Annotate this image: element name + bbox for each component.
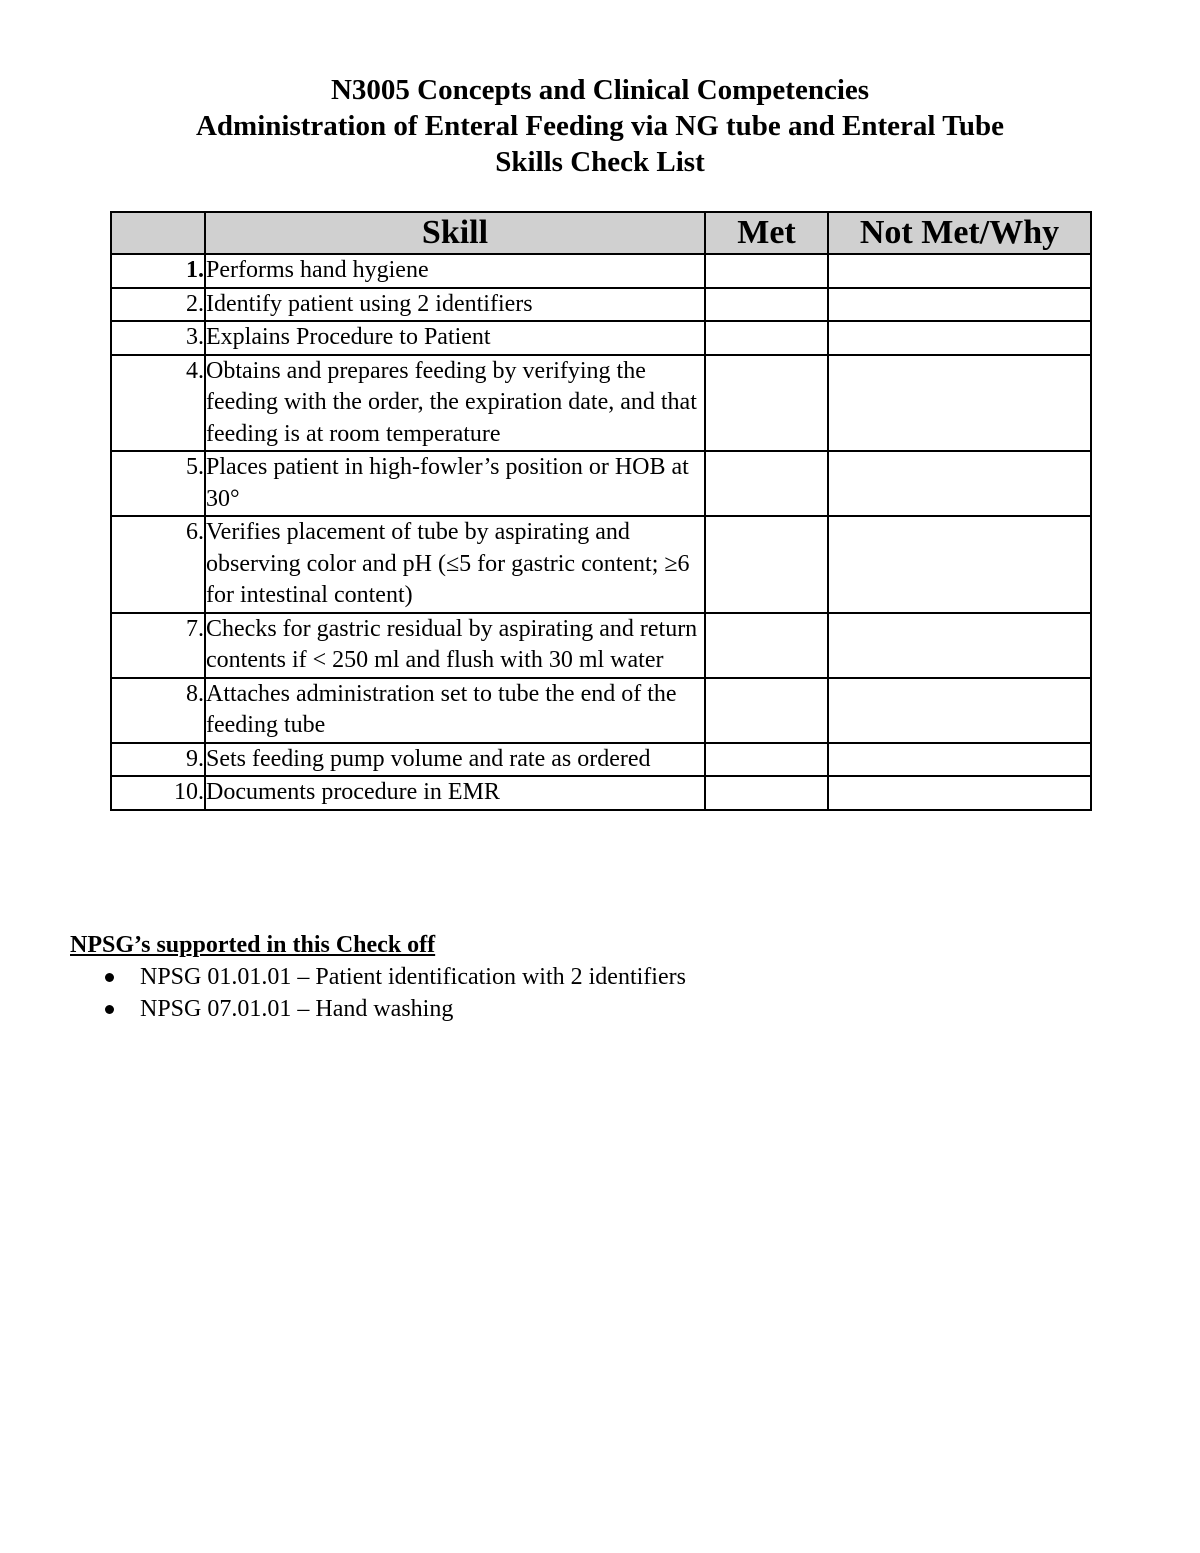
not-met-why-cell[interactable] [828,613,1091,678]
row-number: 1. [111,254,205,288]
row-number: 4. [111,355,205,452]
skill-description: Checks for gastric residual by aspirating and return contents if < 250 ml and flush with 30 ml water [205,613,705,678]
skill-description: Explains Procedure to Patient [205,321,705,355]
npsg-list [70,961,686,1025]
met-cell[interactable] [705,288,828,322]
not-met-why-cell[interactable] [828,678,1091,743]
met-cell[interactable] [705,355,828,452]
met-cell[interactable] [705,321,828,355]
met-cell[interactable] [705,451,828,516]
row-number: 5. [111,451,205,516]
npsg-heading: NPSG’s supported in this Check off [70,932,436,958]
table-row [111,516,1091,613]
not-met-why-cell[interactable] [828,321,1091,355]
met-cell[interactable] [705,254,828,288]
skills-checklist-table [110,211,1092,811]
not-met-why-cell[interactable] [828,743,1091,777]
not-met-why-cell[interactable] [828,776,1091,810]
not-met-why-cell[interactable] [828,355,1091,452]
npsg-item-text: NPSG 01.01.01 – Patient identification with 2 identifiers [140,964,686,990]
row-number: 3. [111,321,205,355]
bullet-icon [105,1005,114,1014]
not-met-why-cell[interactable] [828,516,1091,613]
not-met-why-cell[interactable] [828,288,1091,322]
table-row [111,743,1091,777]
table-header-row [111,212,1091,254]
document-header [0,72,1200,180]
course-title: N3005 Concepts and Clinical Competencies [330,74,870,106]
column-header-not-met-why: Not Met/Why [828,212,1091,254]
npsg-section [70,929,686,1025]
not-met-why-cell[interactable] [828,254,1091,288]
row-number: 6. [111,516,205,613]
column-header-number [111,212,205,254]
met-cell[interactable] [705,678,828,743]
met-cell[interactable] [705,613,828,678]
row-number: 7. [111,613,205,678]
skill-description: Places patient in high-fowler’s position or HOB at 30° [205,451,705,516]
skill-description: Performs hand hygiene [205,254,705,288]
bullet-icon [105,973,114,982]
met-cell[interactable] [705,743,828,777]
list-item [70,993,686,1025]
checklist-title: Skills Check List [495,146,705,178]
skill-description: Verifies placement of tube by aspirating and observing color and pH (≤5 for gastric content; ≥6 for intestinal content) [205,516,705,613]
table-row [111,288,1091,322]
table-row [111,321,1091,355]
procedure-title: Administration of Enteral Feeding via NG tube and Enteral Tube [195,110,1005,142]
not-met-why-cell[interactable] [828,451,1091,516]
skill-description: Obtains and prepares feeding by verifying the feeding with the order, the expiration date, and that feeding is at room temperature [205,355,705,452]
row-number: 9. [111,743,205,777]
skill-description: Identify patient using 2 identifiers [205,288,705,322]
table-row [111,254,1091,288]
column-header-skill: Skill [205,212,705,254]
npsg-item-text: NPSG 07.01.01 – Hand washing [140,996,454,1022]
met-cell[interactable] [705,776,828,810]
column-header-met: Met [705,212,828,254]
row-number: 2. [111,288,205,322]
row-number: 10. [111,776,205,810]
table-row [111,355,1091,452]
met-cell[interactable] [705,516,828,613]
skill-description: Attaches administration set to tube the end of the feeding tube [205,678,705,743]
table-row [111,776,1091,810]
skill-description: Sets feeding pump volume and rate as ordered [205,743,705,777]
table-row [111,613,1091,678]
table-row [111,451,1091,516]
table-row [111,678,1091,743]
list-item [70,961,686,993]
row-number: 8. [111,678,205,743]
skill-description: Documents procedure in EMR [205,776,705,810]
